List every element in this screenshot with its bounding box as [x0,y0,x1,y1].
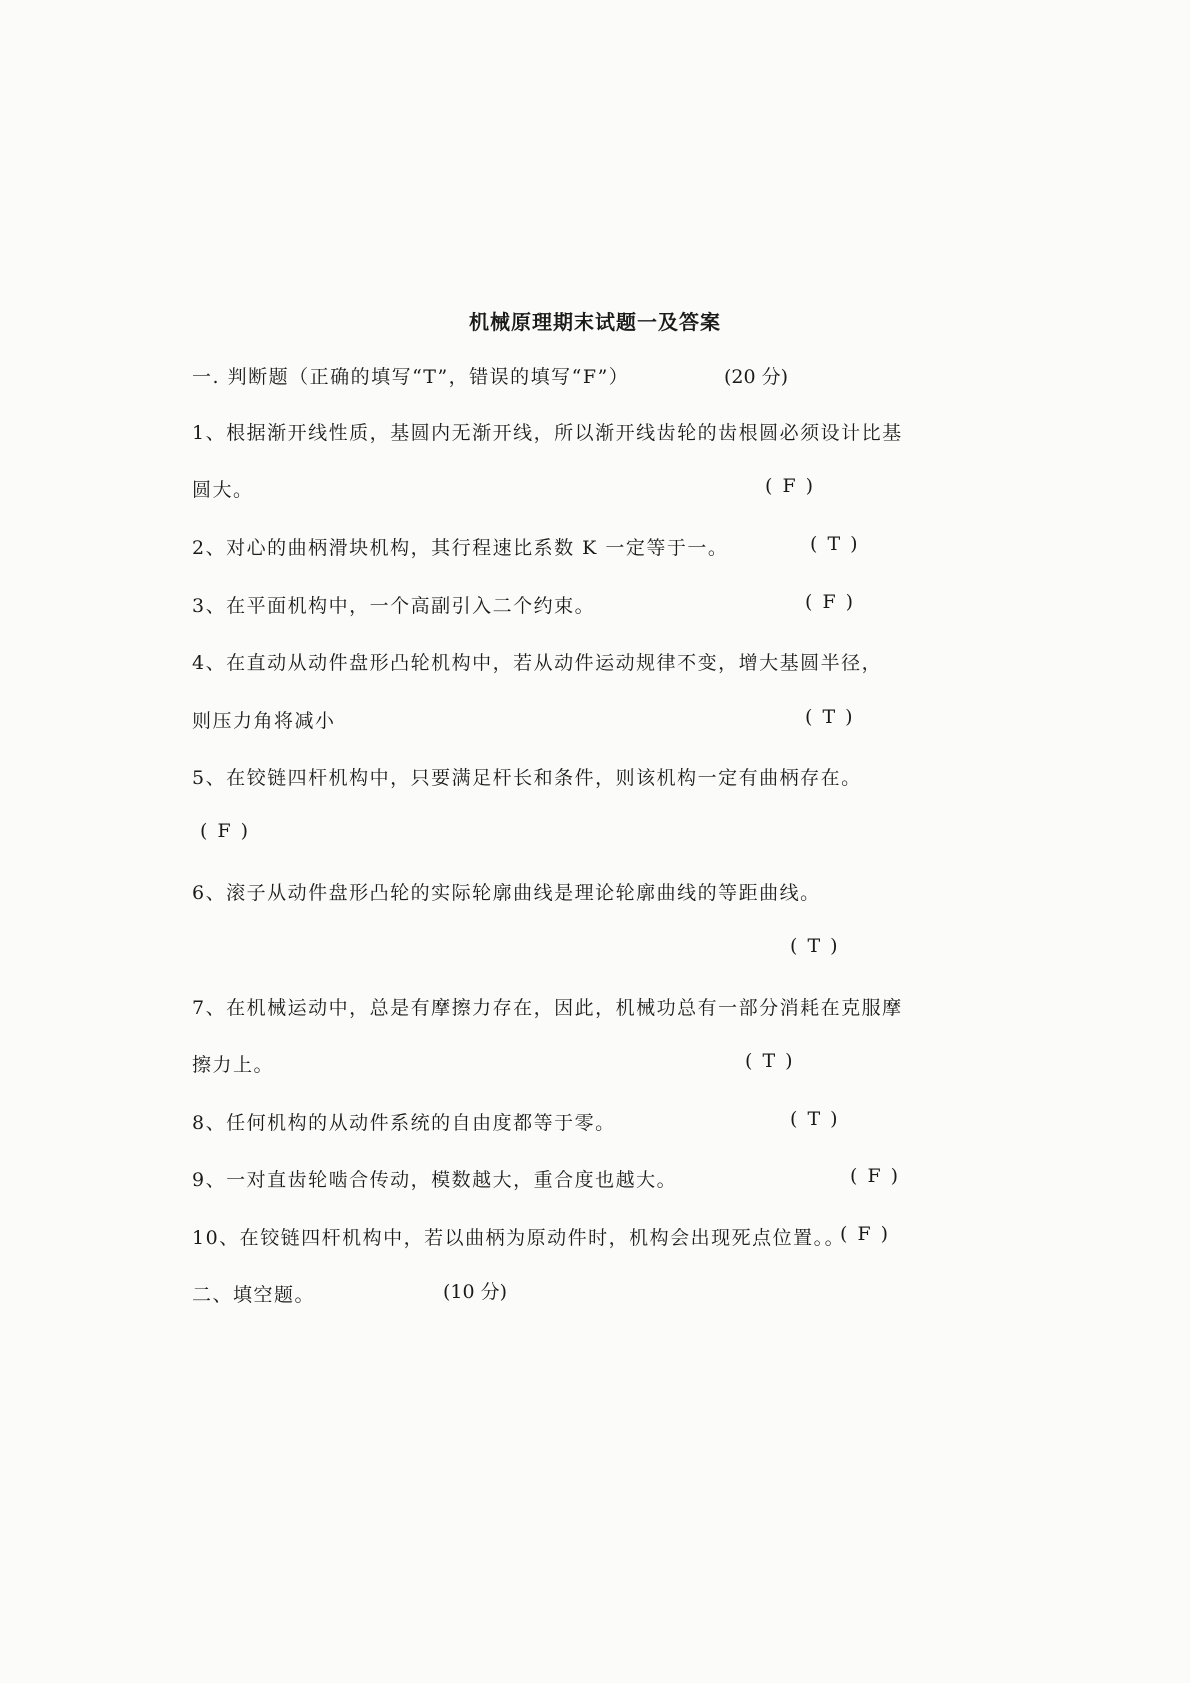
question-4-line2: 则压力角将减小 [192,710,336,732]
question-8-answer: ( T ) [790,1108,840,1130]
question-9: 9、一对直齿轮啮合传动，模数越大，重合度也越大。 [192,1169,678,1191]
page-title: 机械原理期末试题一及答案 [469,310,721,334]
question-7-line2: 擦力上。 [192,1054,275,1076]
question-6: 6、滚子从动件盘形凸轮的实际轮廓曲线是理论轮廓曲线的等距曲线。 [192,882,821,904]
question-2: 2、对心的曲柄滑块机构，其行程速比系数 K 一定等于一。 [192,537,729,559]
question-10-answer: ( F ) [840,1223,891,1245]
question-3-answer: ( F ) [805,591,856,613]
question-1-answer: ( F ) [765,475,816,497]
question-5: 5、在铰链四杆机构中，只要满足杆长和条件，则该机构一定有曲柄存在。 [192,767,862,789]
question-10: 10、在铰链四杆机构中，若以曲柄为原动件时，机构会出现死点位置。。 [192,1227,846,1249]
question-5-answer: ( F ) [200,820,251,842]
question-6-answer: ( T ) [790,935,840,957]
question-3: 3、在平面机构中，一个高副引入二个约束。 [192,595,596,617]
section2-heading: 二、填空题。 [192,1284,316,1306]
question-4-line1: 4、在直动从动件盘形凸轮机构中，若从动件运动规律不变，增大基圆半径， [192,652,883,674]
question-9-answer: ( F ) [850,1165,901,1187]
section1-score: (20 分) [724,366,789,388]
section1-heading: 一. 判断题（正确的填写“T”，错误的填写“F”） [192,366,630,388]
question-7-answer: ( T ) [745,1050,795,1072]
question-1-line2: 圆大。 [192,479,254,501]
section2-score: (10 分) [443,1281,508,1303]
question-7-line1: 7、在机械运动中，总是有摩擦力存在，因此，机械功总有一部分消耗在克服摩 [192,997,903,1019]
question-4-answer: ( T ) [805,706,855,728]
question-1-line1: 1、根据渐开线性质，基圆内无渐开线，所以渐开线齿轮的齿根圆必须设计比基 [192,422,903,444]
question-2-answer: ( T ) [810,533,860,555]
question-8: 8、任何机构的从动件系统的自由度都等于零。 [192,1112,616,1134]
